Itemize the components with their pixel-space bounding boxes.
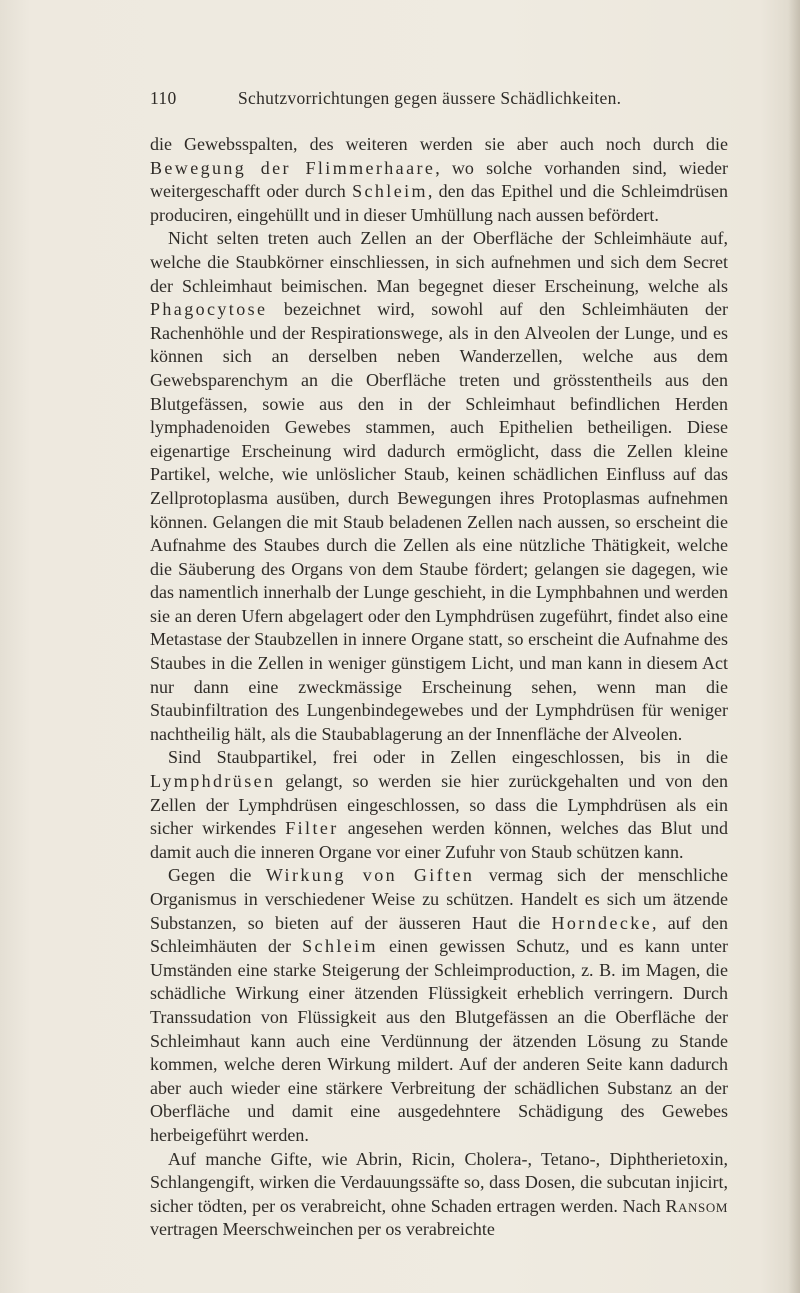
- running-header: [150, 88, 730, 114]
- text-run: angesehen werden können, welches das Blut und damit auch die inneren Organe vor einer Zufuhr von Staub schützen kann.: [150, 818, 728, 862]
- emphasized-term: Schleim: [352, 181, 428, 202]
- paragraph: [150, 746, 728, 864]
- text-run: Gegen die: [168, 865, 266, 886]
- text-run: bezeichnet wird, sowohl auf den Schleimhäuten der Rachenhöhle und der Respirationswege, als in den Alveolen der Lunge, und es können sich an derselben neben Wanderzellen, welche aus dem Gewebsparenchym an die Oberfläche treten und grösstentheils aus den Blutgefässen, sowie aus den in der Schleimhaut befindlichen Herden lymphadenoiden Gewebes stammen, auch Epithelien betheiligen. Diese eigenartige Erscheinung wird dadurch ermöglicht, dass die Zellen kleine Partikel, welche, wie unlöslicher Staub, keinen schädlichen Einfluss auf das Zellprotoplasma ausüben, durch Bewegungen ihres Protoplasmas aufnehmen können. Gelangen die mit Staub beladenen Zellen nach aussen, so erscheint die Aufnahme des Staubes durch die Zellen als eine nützliche Thätigkeit, welche die Säuberung des Organs von dem Staube fördert; gelangen sie dagegen, wie das namentlich innerhalb der Lunge geschieht, in die Lymphbahnen und werden sie an deren Ufern abgelagert oder den Lymphdrüsen zugeführt, findet also eine Metastase der Staubzellen in innere Organe statt, so erscheint die Aufnahme des Staubes in die Zellen in weniger günstigem Licht, und man kann in diesem Act nur dann eine zweckmässige Erscheinung sehen, wenn man die Staubinfiltration des Lungenbindegewebes und der Lymphdrüsen für weniger nachtheilig hält, als die Staubablagerung an der Innenfläche der Alveolen.: [150, 299, 728, 744]
- text-run: Nicht selten treten auch Zellen an der Oberfläche der Schleimhäute auf, welche die Staubkörner einschliessen, in sich aufnehmen und sich dem Secret der Schleimhaut beimischen. Man begegnet dieser Erscheinung, welche als: [150, 228, 728, 296]
- text-run: vermag sich der menschliche Organismus in verschiedener Weise zu schützen. Handelt es sich um ätzende Substanzen, so bieten auf der äusseren Haut die: [150, 865, 729, 933]
- paragraph: [150, 227, 728, 746]
- paragraph: [150, 1148, 728, 1242]
- page-edge-shadow: [788, 0, 800, 1293]
- paragraph: [150, 864, 728, 1147]
- text-run: , den das Epithel und die Schleimdrüsen produciren, eingehüllt und in dieser Umhüllung nach aussen befördert.: [150, 181, 728, 225]
- emphasized-term: Lymphdrüsen: [150, 771, 276, 792]
- emphasized-term: Bewegung der Flimmerhaare: [150, 157, 436, 178]
- running-title: Schutzvorrichtungen gegen äussere Schädlichkeiten.: [238, 88, 622, 108]
- body-text: [150, 133, 728, 1242]
- text-run: , auf den Schleimhäuten der: [150, 912, 729, 957]
- emphasized-term: Horndecke: [551, 912, 653, 933]
- emphasized-term: Filter: [285, 818, 339, 839]
- emphasized-term: Ransom: [665, 1195, 728, 1216]
- emphasized-term: Phagocytose: [150, 299, 268, 320]
- text-run: vertragen Meerschweinchen per os verabreichte: [150, 1219, 495, 1240]
- page-number: 110: [150, 88, 177, 108]
- text-run: die Gewebsspalten, des weiteren werden sie aber auch noch durch die: [150, 134, 728, 154]
- text-run: Auf manche Gifte, wie Abrin, Ricin, Cholera-, Tetano-, Diphtherietoxin, Schlangengift, wirken die Verdauungssäfte so, dass Dosen, die subcutan injicirt, sicher tödten, per os verabreicht, ohne Schaden ertragen werden. Nach: [150, 1148, 728, 1216]
- text-run: gelangt, so werden sie hier zurückgehalten und von den Zellen der Lymphdrüsen eingeschlossen, so dass die Lymphdrüsen als ein sicher wirkendes: [150, 771, 728, 839]
- text-run: einen gewissen Schutz, und es kann unter Umständen eine starke Steigerung der Schleimproduction, z. B. im Magen, die schädliche Wirkung einer ätzenden Flüssigkeit erheblich verringern. Durch Transsudation von Flüssigkeit aus den Blutgefässen an die Oberfläche der Schleimhaut kann auch eine Verdünnung der ätzenden Lösung zu Stande kommen, welche deren Wirkung mildert. Auf der anderen Seite kann dadurch aber auch wieder eine stärkere Verbreitung der schädlichen Substanz an der Oberfläche und damit eine ausgedehntere Schädigung des Gewebes herbeigeführt werden.: [150, 936, 728, 1145]
- text-run: Sind Staubpartikel, frei oder in Zellen eingeschlossen, bis in die: [168, 747, 728, 768]
- emphasized-term: Schleim: [302, 936, 378, 957]
- text-run: , wo solche vorhanden sind, wieder weitergeschafft oder durch: [150, 157, 728, 202]
- emphasized-term: Wirkung von Giften: [265, 865, 475, 886]
- paragraph: [150, 133, 728, 227]
